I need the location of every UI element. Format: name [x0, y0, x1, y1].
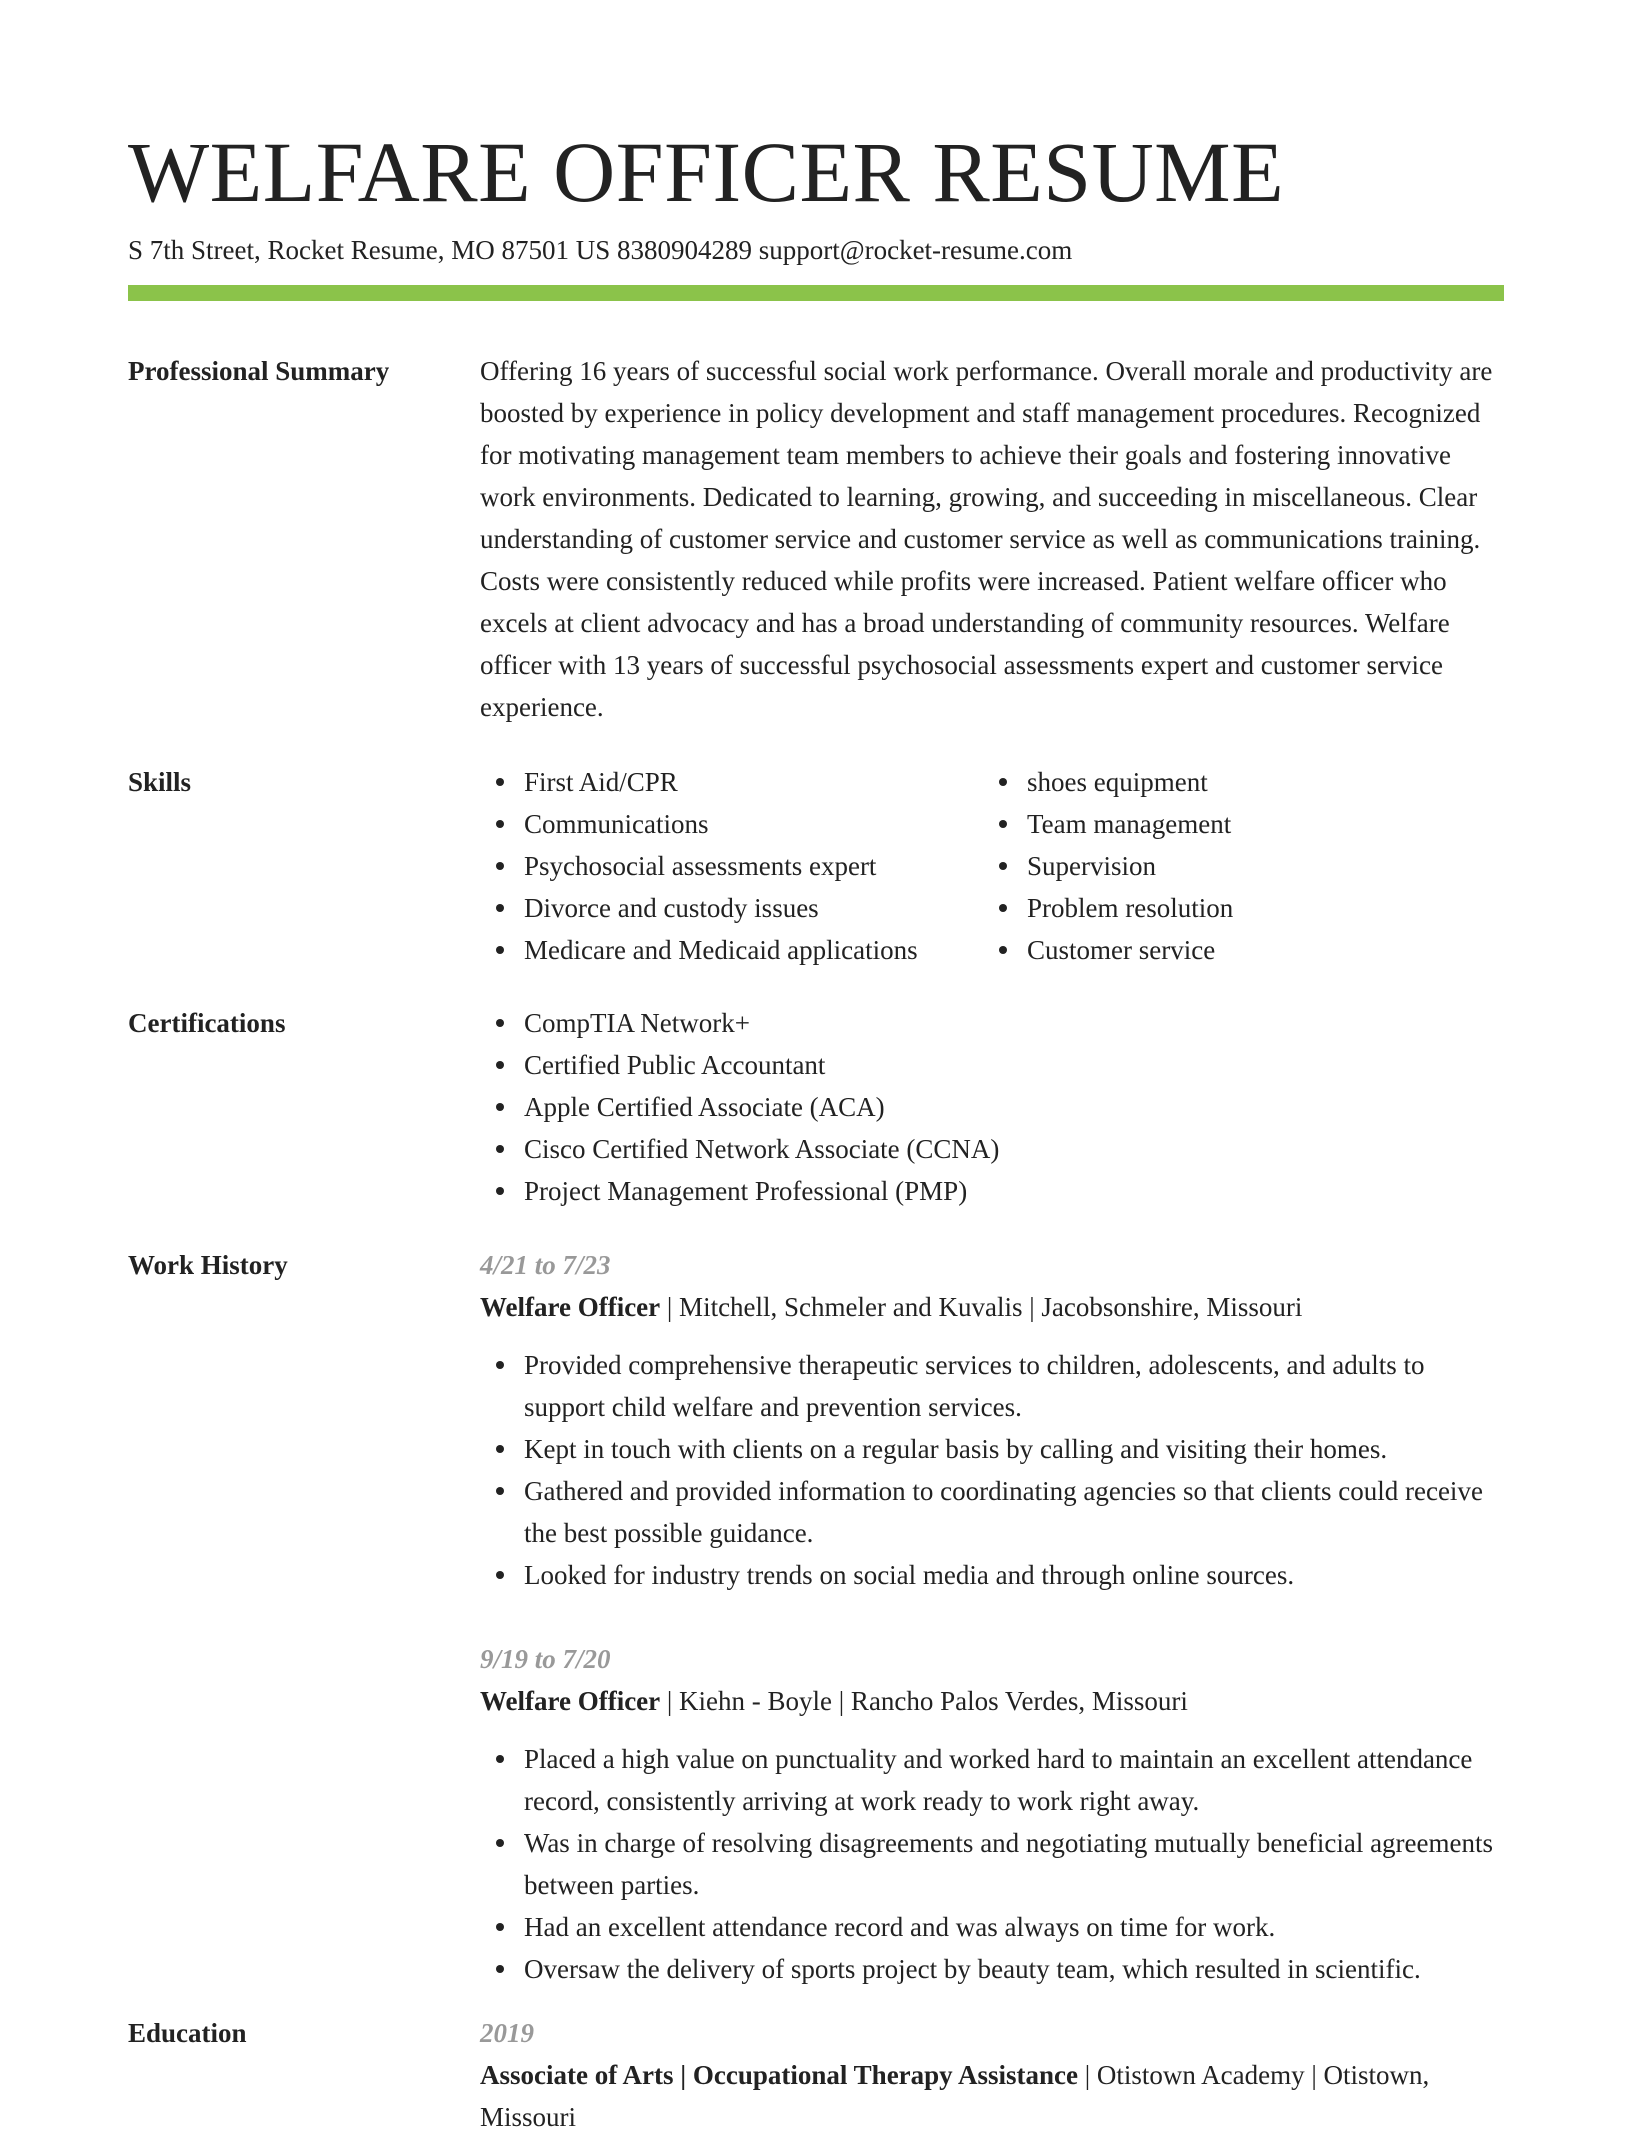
skill-item: Team management	[1027, 803, 1233, 845]
skill-item: shoes equipment	[1027, 761, 1233, 803]
skill-item: Divorce and custody issues	[524, 887, 983, 929]
skill-item: Communications	[524, 803, 983, 845]
education-degree: Associate of Arts | Occupational Therapy Assistance	[480, 2060, 1078, 2090]
certifications-list	[480, 1002, 1504, 1212]
job-bullet: Had an excellent attendance record and was always on time for work.	[524, 1906, 1504, 1948]
job-bullet: Provided comprehensive therapeutic services to children, adolescents, and adults to support child welfare and prevention services.	[524, 1344, 1504, 1428]
skill-item: First Aid/CPR	[524, 761, 983, 803]
skill-item: Problem resolution	[1027, 887, 1233, 929]
job-bullets	[480, 1738, 1504, 1990]
summary-text: Offering 16 years of successful social work performance. Overall morale and productivity are boosted by experience in policy development and staff management procedures. Recognized for motivating management team members to achieve their goals and fostering innovative work environments. Dedicated to learning, growing, and succeeding in miscellaneous. Clear understanding of customer service and customer service as well as communications training. Costs were consistently reduced while profits were increased. Patient welfare officer who excels at client advocacy and has a broad understanding of community resources. Welfare officer with 13 years of successful psychosocial assessments expert and customer service experience.	[480, 356, 1493, 722]
job-details: | Mitchell, Schmeler and Kuvalis | Jacobsonshire, Missouri	[660, 1292, 1303, 1322]
certification-item: Project Management Professional (PMP)	[524, 1170, 1504, 1212]
education-details: | Otistown Academy | Otistown, Missouri	[480, 2060, 1430, 2132]
job-bullet: Was in charge of resolving disagreements and negotiating mutually beneficial agreements between parties.	[524, 1822, 1504, 1906]
job-dates: 9/19 to 7/20	[480, 1644, 611, 1674]
education-label: Education	[128, 2018, 247, 2048]
skill-item: Psychosocial assessments expert	[524, 845, 983, 887]
job-bullet: Placed a high value on punctuality and worked hard to maintain an excellent attendance record, consistently arriving at work ready to work right away.	[524, 1738, 1504, 1822]
certification-item: Certified Public Accountant	[524, 1044, 1504, 1086]
job-bullet: Oversaw the delivery of sports project by beauty team, which resulted in scientific.	[524, 1948, 1504, 1990]
certification-item: CompTIA Network+	[524, 1002, 1504, 1044]
job-title: Welfare Officer	[480, 1686, 661, 1716]
job-bullet: Gathered and provided information to coordinating agencies so that clients could receive the best possible guidance.	[524, 1470, 1504, 1554]
summary-label: Professional Summary	[128, 356, 390, 386]
job-entry	[480, 1638, 1504, 1990]
job-dates: 4/21 to 7/23	[480, 1250, 611, 1280]
resume-title: WELFARE OFFICER RESUME	[128, 124, 1285, 220]
job-details: | Kiehn - Boyle | Rancho Palos Verdes, Missouri	[660, 1686, 1188, 1716]
job-bullets	[480, 1344, 1504, 1596]
skill-item: Customer service	[1027, 929, 1233, 971]
skills-list-right	[983, 761, 1233, 971]
skills-label: Skills	[128, 767, 192, 797]
certifications-label: Certifications	[128, 1008, 286, 1038]
work-history-label: Work History	[128, 1250, 288, 1280]
job-bullet: Kept in touch with clients on a regular basis by calling and visiting their homes.	[524, 1428, 1504, 1470]
skill-item: Medicare and Medicaid applications	[524, 929, 983, 971]
education-year: 2019	[480, 2018, 534, 2048]
contact-line: S 7th Street, Rocket Resume, MO 87501 US 8380904289 support@rocket-resume.com	[128, 235, 1073, 265]
education-heading	[480, 2054, 1504, 2138]
job-heading	[480, 1680, 1504, 1722]
job-entry	[480, 1244, 1504, 1596]
accent-divider	[128, 285, 1504, 301]
job-title: Welfare Officer	[480, 1292, 661, 1322]
skill-item: Supervision	[1027, 845, 1233, 887]
certification-item: Cisco Certified Network Associate (CCNA)	[524, 1128, 1504, 1170]
certification-item: Apple Certified Associate (ACA)	[524, 1086, 1504, 1128]
job-heading	[480, 1286, 1504, 1328]
job-bullet: Looked for industry trends on social media and through online sources.	[524, 1554, 1504, 1596]
skills-list-left	[480, 761, 983, 971]
